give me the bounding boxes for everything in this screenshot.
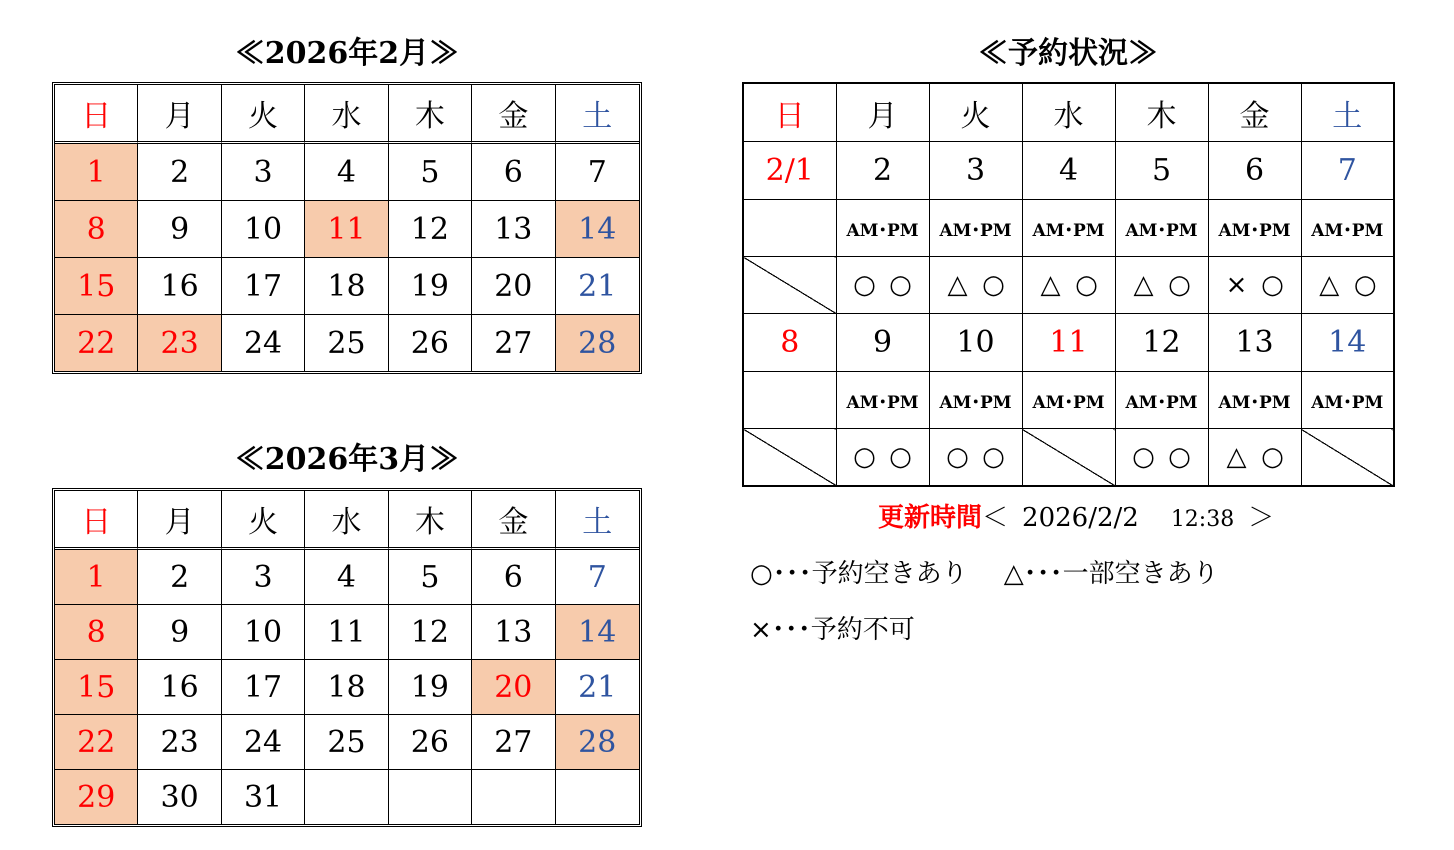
am-status: △: [1133, 270, 1154, 300]
weekday-wed: 水: [305, 491, 388, 550]
day-cell: 22: [55, 315, 138, 371]
weekday-wed: 水: [305, 85, 388, 144]
ampm-cell: AM･PM: [836, 200, 929, 257]
day-cell: 5: [389, 144, 472, 201]
february-calendar: [52, 82, 642, 374]
status-cell: [1208, 257, 1301, 314]
march-calendar-title: ≪2026年3月≫: [234, 442, 460, 477]
date-cell: 9: [836, 314, 929, 372]
day-cell: [556, 770, 639, 824]
legend-full: ×･･･予約不可: [750, 615, 915, 645]
day-cell: [305, 770, 388, 824]
closed-slash-cell: [1022, 429, 1115, 487]
day-cell: 21: [556, 258, 639, 315]
ampm-cell: [743, 372, 836, 429]
weekday-sun: 日: [743, 83, 836, 142]
weekday-sun: 日: [55, 85, 138, 144]
pm-status: ○: [1261, 442, 1284, 472]
february-calendar-title: ≪2026年2月≫: [234, 36, 460, 71]
day-cell: [389, 770, 472, 824]
weekday-sat: 土: [1301, 83, 1394, 142]
pm-status: ○: [1075, 270, 1098, 300]
day-cell: 16: [138, 660, 221, 715]
day-cell: 16: [138, 258, 221, 315]
am-status: ○: [853, 442, 876, 472]
date-cell: 13: [1208, 314, 1301, 372]
day-cell: 14: [556, 201, 639, 258]
day-cell: 27: [472, 315, 555, 371]
status-cell: [929, 429, 1022, 487]
day-cell: 12: [389, 605, 472, 660]
date-cell: 8: [743, 314, 836, 372]
weekday-fri: 金: [472, 85, 555, 144]
status-cell: [1208, 429, 1301, 487]
am-status: △: [1226, 442, 1247, 472]
status-cell: [1022, 257, 1115, 314]
date-cell: 6: [1208, 142, 1301, 200]
day-cell: 8: [55, 201, 138, 258]
day-cell: 17: [222, 660, 305, 715]
day-cell: 11: [305, 201, 388, 258]
day-cell: 20: [472, 660, 555, 715]
ampm-cell: AM･PM: [1208, 200, 1301, 257]
pm-status: ○: [1168, 442, 1191, 472]
date-cell: 12: [1115, 314, 1208, 372]
bracket-open: ＜: [982, 503, 1009, 533]
day-cell: 4: [305, 550, 388, 605]
day-cell: 9: [138, 605, 221, 660]
legend-row-2: [750, 612, 915, 648]
weekday-sun: 日: [55, 491, 138, 550]
march-calendar: [52, 488, 642, 827]
day-cell: 31: [222, 770, 305, 824]
date-cell: 11: [1022, 314, 1115, 372]
weekday-tue: 火: [222, 491, 305, 550]
am-status: ○: [1132, 442, 1155, 472]
updated-time: [878, 500, 1274, 538]
date-cell: 4: [1022, 142, 1115, 200]
date-cell: 5: [1115, 142, 1208, 200]
pm-status: ○: [1261, 270, 1284, 300]
day-cell: 22: [55, 715, 138, 770]
day-cell: 26: [389, 715, 472, 770]
day-cell: 24: [222, 715, 305, 770]
weekday-mon: 月: [836, 83, 929, 142]
day-cell: 19: [389, 258, 472, 315]
day-cell: 24: [222, 315, 305, 371]
am-status: △: [947, 270, 968, 300]
day-cell: 19: [389, 660, 472, 715]
pm-status: ○: [982, 270, 1005, 300]
closed-slash-cell: [743, 257, 836, 314]
day-cell: 30: [138, 770, 221, 824]
reservation-title: ≪予約状況≫: [978, 36, 1158, 71]
day-cell: 1: [55, 144, 138, 201]
status-cell: [1301, 257, 1394, 314]
ampm-cell: AM･PM: [1301, 200, 1394, 257]
day-cell: 1: [55, 550, 138, 605]
day-cell: 7: [556, 550, 639, 605]
day-cell: 4: [305, 144, 388, 201]
am-status: ×: [1225, 270, 1248, 300]
am-status: ○: [946, 442, 969, 472]
legend-partial: △･･･一部空きあり: [1003, 559, 1219, 589]
day-cell: 18: [305, 258, 388, 315]
day-cell: 21: [556, 660, 639, 715]
weekday-sat: 土: [556, 85, 639, 144]
day-cell: 23: [138, 315, 221, 371]
day-cell: 3: [222, 550, 305, 605]
ampm-cell: AM･PM: [1301, 372, 1394, 429]
weekday-thu: 木: [389, 85, 472, 144]
day-cell: 12: [389, 201, 472, 258]
day-cell: 10: [222, 201, 305, 258]
day-cell: 29: [55, 770, 138, 824]
day-cell: 9: [138, 201, 221, 258]
bracket-close: ＞: [1248, 503, 1275, 533]
day-cell: 23: [138, 715, 221, 770]
day-cell: 2: [138, 144, 221, 201]
date-cell: 14: [1301, 314, 1394, 372]
legend-row-1: [750, 556, 1219, 592]
day-cell: 10: [222, 605, 305, 660]
updated-clock: 12:38: [1170, 507, 1235, 532]
day-cell: 20: [472, 258, 555, 315]
closed-slash-cell: [743, 429, 836, 487]
status-cell: [836, 257, 929, 314]
day-cell: 3: [222, 144, 305, 201]
day-cell: 28: [556, 715, 639, 770]
day-cell: 2: [138, 550, 221, 605]
weekday-fri: 金: [472, 491, 555, 550]
day-cell: 8: [55, 605, 138, 660]
status-cell: [1115, 429, 1208, 487]
day-cell: 17: [222, 258, 305, 315]
ampm-cell: AM･PM: [1115, 200, 1208, 257]
day-cell: 15: [55, 258, 138, 315]
day-cell: 7: [556, 144, 639, 201]
ampm-cell: AM･PM: [1208, 372, 1301, 429]
ampm-cell: AM･PM: [836, 372, 929, 429]
pm-status: ○: [889, 442, 912, 472]
reservation-table: [742, 82, 1395, 487]
weekday-wed: 水: [1022, 83, 1115, 142]
ampm-cell: AM･PM: [1115, 372, 1208, 429]
weekday-mon: 月: [138, 85, 221, 144]
am-status: ○: [853, 270, 876, 300]
weekday-mon: 月: [138, 491, 221, 550]
status-cell: [836, 429, 929, 487]
day-cell: 15: [55, 660, 138, 715]
day-cell: 25: [305, 315, 388, 371]
day-cell: 11: [305, 605, 388, 660]
date-cell: 3: [929, 142, 1022, 200]
date-cell: 2/1: [743, 142, 836, 200]
status-cell: [1115, 257, 1208, 314]
day-cell: 28: [556, 315, 639, 371]
ampm-cell: [743, 200, 836, 257]
am-status: △: [1040, 270, 1061, 300]
closed-slash-cell: [1301, 429, 1394, 487]
day-cell: 18: [305, 660, 388, 715]
weekday-thu: 木: [1115, 83, 1208, 142]
am-status: △: [1319, 270, 1340, 300]
status-cell: [929, 257, 1022, 314]
day-cell: 6: [472, 550, 555, 605]
date-cell: 10: [929, 314, 1022, 372]
weekday-tue: 火: [222, 85, 305, 144]
weekday-thu: 木: [389, 491, 472, 550]
date-cell: 7: [1301, 142, 1394, 200]
day-cell: 5: [389, 550, 472, 605]
ampm-cell: AM･PM: [929, 372, 1022, 429]
day-cell: 27: [472, 715, 555, 770]
pm-status: ○: [889, 270, 912, 300]
day-cell: 13: [472, 201, 555, 258]
legend-available: ○･･･予約空きあり: [750, 559, 968, 589]
day-cell: 13: [472, 605, 555, 660]
day-cell: 25: [305, 715, 388, 770]
pm-status: ○: [1168, 270, 1191, 300]
weekday-fri: 金: [1208, 83, 1301, 142]
weekday-sat: 土: [556, 491, 639, 550]
date-cell: 2: [836, 142, 929, 200]
day-cell: [472, 770, 555, 824]
updated-date: 2026/2/2: [1022, 503, 1139, 533]
day-cell: 6: [472, 144, 555, 201]
pm-status: ○: [1353, 270, 1377, 300]
weekday-tue: 火: [929, 83, 1022, 142]
ampm-cell: AM･PM: [1022, 200, 1115, 257]
pm-status: ○: [982, 442, 1005, 472]
updated-label: 更新時間: [878, 503, 983, 533]
day-cell: 26: [389, 315, 472, 371]
day-cell: 14: [556, 605, 639, 660]
ampm-cell: AM･PM: [1022, 372, 1115, 429]
ampm-cell: AM･PM: [929, 200, 1022, 257]
